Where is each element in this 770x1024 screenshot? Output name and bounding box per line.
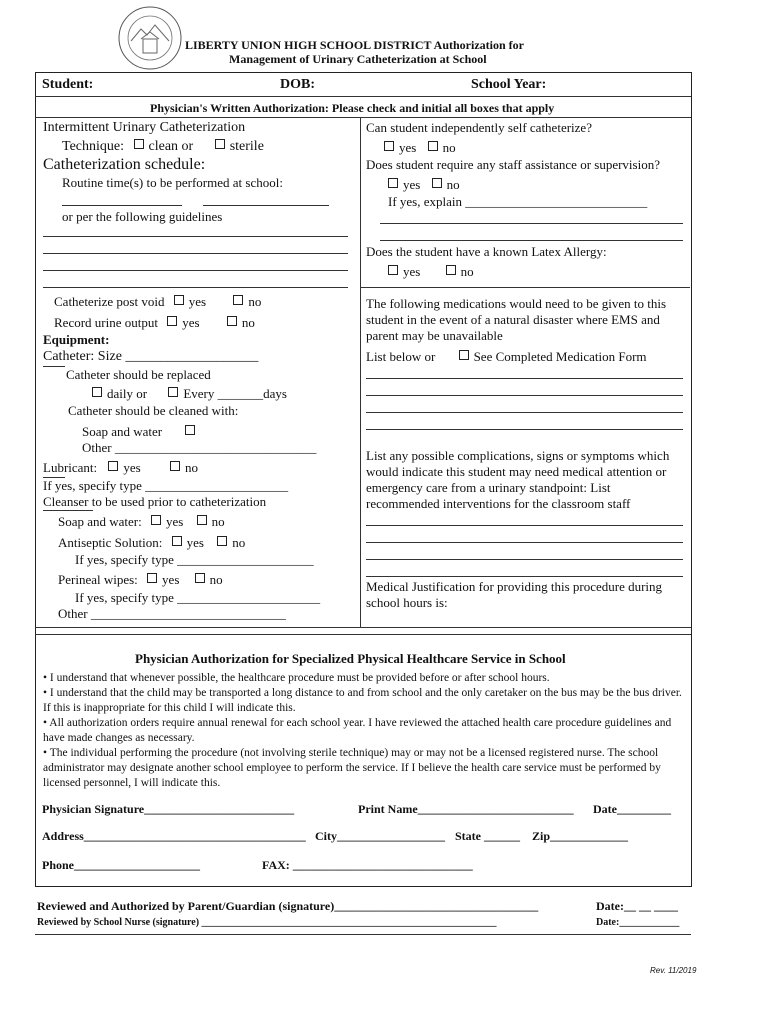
no-label: no [446,177,460,192]
antiseptic-no-checkbox[interactable] [217,536,227,546]
daily-checkbox[interactable] [92,387,102,397]
student-label: Student: [42,77,94,92]
yes-label: yes [186,535,204,550]
no-label: no [209,572,223,587]
record-urine-label: Record urine output [54,315,158,330]
lubricant-row [43,460,198,476]
clean-checkbox[interactable] [134,139,144,149]
cleanser-soap-row [58,514,225,530]
latex-question: Does the student have a known Latex Allergy: [366,244,607,259]
if-yes-explain: If yes, explain ____________________________ [388,194,648,209]
self-cath-yes-checkbox[interactable] [384,141,394,151]
antiseptic-row [58,535,245,551]
state-field[interactable]: State ______ [455,829,520,843]
latex-yes-checkbox[interactable] [388,265,398,275]
yes-label: yes [403,264,421,279]
catheter-replace-label: Catheter should be replaced [66,367,211,382]
antiseptic-yes-checkbox[interactable] [172,536,182,546]
yes-label: yes [399,140,417,155]
schedule-heading: Catheterization schedule: [43,156,206,173]
instruction-text: Physician's Written Authorization: Please check and initial all boxes that apply [150,101,555,115]
self-cath-no-checkbox[interactable] [428,141,438,151]
lubricant-label: Lubricant: [43,460,98,475]
antiseptic-label: Antiseptic Solution: [58,535,163,550]
soap-water-checkbox[interactable] [185,425,195,435]
other-cleanser: Other ______________________________ [58,606,286,621]
yes-label: yes [188,294,207,309]
replace-frequency-row [92,386,287,402]
no-label: no [185,460,198,475]
bullet-1: • I understand that whenever possible, the healthcare procedure must be provided before or after school hours. [43,672,550,684]
staff-assistance-row [388,177,460,193]
zip-field[interactable]: Zip_____________ [532,829,629,843]
soap-water-label: Soap and water [82,424,163,439]
technique-row [62,139,264,155]
staff-assistance-question: Does student require any staff assistance or supervision? [366,157,660,172]
lubricant-no-checkbox[interactable] [170,461,180,471]
post-void-row [54,294,261,310]
no-label: no [232,535,246,550]
yes-label: yes [166,514,184,529]
fax-field[interactable]: FAX: ______________________________ [262,858,473,872]
every-days-label: Every _______days [183,386,287,401]
routine-label: Routine time(s) to be performed at school: [62,175,283,190]
daily-label: daily or [107,386,148,401]
complications-text: List any possible complications, signs or symptoms which would indicate this student may need medical attention or emergency care from a urinary standpoint: List recommended interventions for the classroom staff [366,448,670,511]
school-year-label: School Year: [471,77,547,92]
yes-label: yes [123,460,141,475]
lubricant-yes-checkbox[interactable] [108,461,118,471]
cleanser-soap-yes-checkbox[interactable] [151,515,161,525]
bullet-4: • The individual performing the procedure (not involving sterile technique) may or may not be a licensed registered nurse. The school administrator may designate another school employee to perform the service. If I believe the health care service must be performed by licensed personnel, I will indicate this. [43,747,661,789]
latex-row [388,264,474,280]
staff-no-checkbox[interactable] [432,178,442,188]
staff-yes-checkbox[interactable] [388,178,398,188]
city-field[interactable]: City__________________ [315,829,445,843]
perineal-row [58,572,223,588]
guidelines-label: or per the following guidelines [62,209,223,224]
self-cath-row [384,140,456,156]
yes-label: yes [182,315,200,330]
authorization-bullets [43,671,688,791]
form-title-line2: Management of Urinary Catheterization at School [229,52,487,66]
bullet-3: • All authorization orders require annual renewal for each school year. I have reviewed the attached health care procedure guidelines and have made changes as necessary. [43,717,672,744]
nurse-date-field[interactable]: Date:____________ [596,917,680,928]
soap-water-label: Soap and water: [58,514,142,529]
print-name-field[interactable]: Print Name__________________________ [358,802,574,816]
justification-text: Medical Justification for providing this procedure during school hours is: [366,579,663,610]
clean-label: clean or [148,139,194,154]
record-urine-yes-checkbox[interactable] [167,316,177,326]
no-label: no [248,294,262,309]
record-urine-row [54,315,255,331]
post-void-yes-checkbox[interactable] [174,295,184,305]
perineal-type: If yes, specify type ______________________ [75,590,321,605]
address-field[interactable]: Address_____________________________________ [42,829,306,843]
yes-label: yes [162,572,180,587]
catheter-size: Catheter: Size ___________________ [43,349,259,364]
post-void-no-checkbox[interactable] [233,295,243,305]
no-label: no [460,264,474,279]
soap-water-row [82,424,200,440]
post-void-label: Catheterize post void [54,294,165,309]
physician-signature-field[interactable]: Physician Signature_________________________ [42,802,295,816]
sterile-label: sterile [229,139,264,154]
catheterization-heading: Intermittent Urinary Catheterization [43,120,246,135]
lubricant-type: If yes, specify type ______________________ [43,478,289,493]
see-form-label: See Completed Medication Form [473,349,647,364]
parent-date-field[interactable]: Date:__ __ ____ [596,899,678,913]
perineal-label: Perineal wipes: [58,572,138,587]
antiseptic-type: If yes, specify type _____________________ [75,552,314,567]
revision-date: Rev. 11/2019 [650,966,697,975]
form-title-line1: LIBERTY UNION HIGH SCHOOL DISTRICT Authorization for [185,38,524,52]
every-checkbox[interactable] [168,387,178,397]
no-label: no [211,514,225,529]
cleaned-with-label: Catheter should be cleaned with: [68,403,239,418]
authorization-heading: Physician Authorization for Specialized Physical Healthcare Service in School [135,651,566,666]
record-urine-no-checkbox[interactable] [227,316,237,326]
no-label: no [241,315,255,330]
other-cleaning: Other _______________________________ [82,440,317,455]
self-cath-question: Can student independently self catheterize? [366,120,592,135]
medication-list-row [366,349,647,365]
dob-label: DOB: [280,77,315,92]
physician-date-field[interactable]: Date_________ [593,802,671,816]
yes-label: yes [403,177,421,192]
bullet-2: • I understand that the child may be transported a long distance to and from school and the only caretaker on the bus may be the bus driver. If this is inappropriate for this child I will indicate this. [43,687,682,714]
cleanser-soap-no-checkbox[interactable] [197,515,207,525]
list-below-label: List below or [366,349,436,364]
parent-signature-field[interactable]: Reviewed and Authorized by Parent/Guardian (signature)__________________________________ [37,899,539,913]
medications-text: The following medications would need to be given to this student in the event of a natural disaster where EMS and parent may be unavailable [366,296,667,343]
perineal-no-checkbox[interactable] [195,573,205,583]
see-medication-form-checkbox[interactable] [459,350,469,360]
cleanser-label: Cleanser to be used prior to catheterization [43,494,267,509]
perineal-yes-checkbox[interactable] [147,573,157,583]
no-label: no [442,140,456,155]
latex-no-checkbox[interactable] [446,265,456,275]
technique-label: Technique: [62,139,124,154]
phone-field[interactable]: Phone_____________________ [42,858,201,872]
nurse-signature-field[interactable]: Reviewed by School Nurse (signature) ___________________________________________________________ [37,917,497,928]
sterile-checkbox[interactable] [215,139,225,149]
district-seal [117,5,183,71]
equipment-heading: Equipment: [43,332,110,347]
